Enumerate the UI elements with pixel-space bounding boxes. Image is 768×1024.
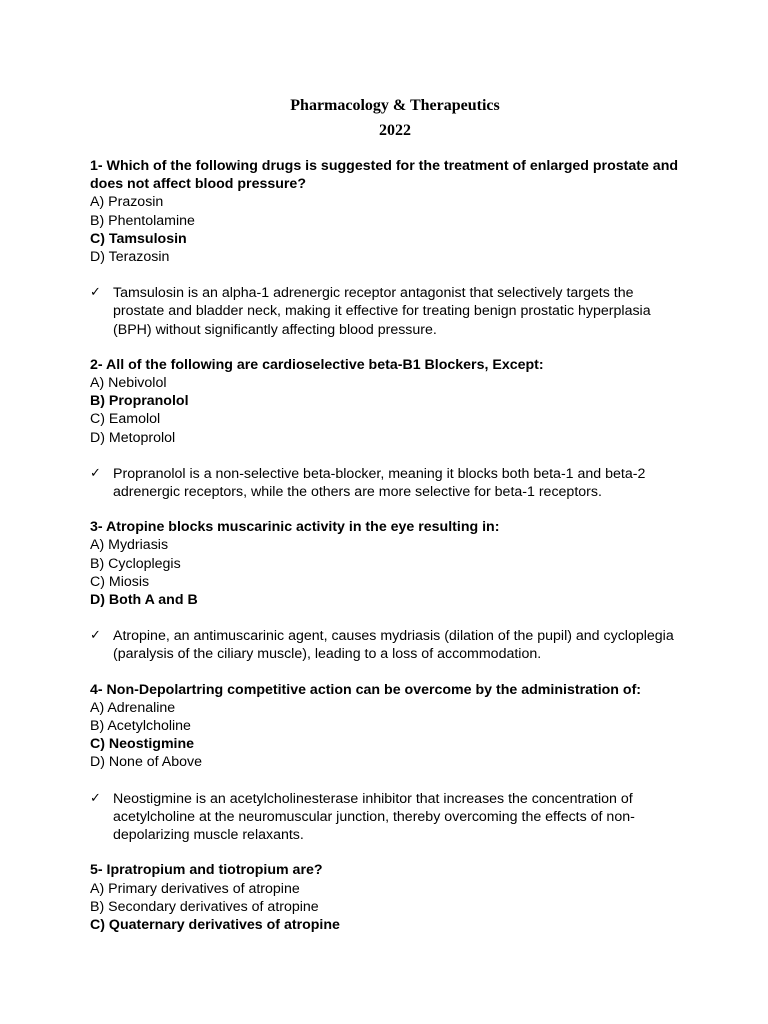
explanation-text: Propranolol is a non-selective beta-blocker, meaning it blocks both beta-1 and beta-2 adrenergic receptors, while the others are more selective for beta-1 receptors. (113, 465, 646, 501)
answer-option: A) Mydriasis (90, 537, 169, 554)
explanation-text: Atropine, an antimuscarinic agent, causes mydriasis (dilation of the pupil) and cycloplegia (paralysis of the ciliary muscle), leading to a loss of accommodation. (113, 628, 674, 663)
answer-option: A) Nebivolol (90, 375, 167, 392)
check-mark-icon: ✓ (90, 465, 101, 481)
explanation-text: Neostigmine is an acetylcholinesterase inhibitor that increases the concentration of acetylcholine at the neuromuscular junction, thereby overcoming the effects of non-depolarizing muscle relaxants. (113, 790, 635, 844)
question-block (90, 157, 690, 339)
question-text: 5- Ipratropium and tiotropium are? (90, 862, 323, 879)
correct-answer-option: C) Neostigmine (90, 736, 195, 753)
answer-option: B) Phentolamine (90, 212, 195, 229)
question-text: 1- Which of the following drugs is suggested for the treatment of enlarged prostate and does not affect blood pressure? (90, 158, 679, 193)
answer-option: B) Secondary derivatives of atropine (90, 898, 319, 915)
answer-option: C) Miosis (90, 573, 150, 590)
answer-option: A) Primary derivatives of atropine (90, 880, 300, 897)
question-block (90, 681, 690, 845)
correct-answer-option: D) Both A and B (90, 592, 198, 609)
answer-explanation (90, 465, 681, 501)
question-text: 3- Atropine blocks muscarinic activity in the eye resulting in: (90, 519, 500, 536)
document-title: Pharmacology & Therapeutics (290, 97, 500, 114)
question-text: 2- All of the following are cardioselective beta-B1 Blockers, Except: (90, 356, 544, 373)
question-text: 4- Non-Depolartring competitive action can be overcome by the administration of: (90, 681, 642, 698)
explanation-text: Tamsulosin is an alpha-1 adrenergic receptor antagonist that selectively targets the prostate and bladder neck, making it effective for treating benign prostatic hyperplasia (BPH) without significantly affecting blood pressure. (113, 285, 651, 338)
correct-answer-option: C) Tamsulosin (90, 230, 187, 247)
answer-option: C) Eamolol (90, 411, 161, 428)
answer-option: A) Prazosin (90, 194, 164, 211)
correct-answer-option: C) Quaternary derivatives of atropine (90, 916, 340, 933)
correct-answer-option: B) Propranolol (90, 393, 189, 410)
question-list (90, 157, 690, 951)
answer-option: D) None of Above (90, 754, 202, 771)
check-mark-icon: ✓ (90, 628, 101, 644)
question-block (90, 518, 690, 663)
answer-option: B) Acetylcholine (90, 718, 191, 735)
answer-option: D) Metoprolol (90, 429, 176, 446)
answer-option: B) Cycloplegis (90, 555, 181, 572)
document-header (0, 93, 768, 143)
question-block (90, 356, 690, 501)
answer-explanation (90, 790, 681, 845)
document-year: 2022 (379, 122, 411, 139)
answer-option: D) Terazosin (90, 249, 170, 266)
answer-option: A) Adrenaline (90, 699, 176, 716)
answer-explanation (90, 284, 681, 339)
check-mark-icon: ✓ (90, 285, 101, 301)
question-block (90, 861, 690, 934)
check-mark-icon: ✓ (90, 790, 101, 806)
answer-explanation (90, 627, 681, 663)
